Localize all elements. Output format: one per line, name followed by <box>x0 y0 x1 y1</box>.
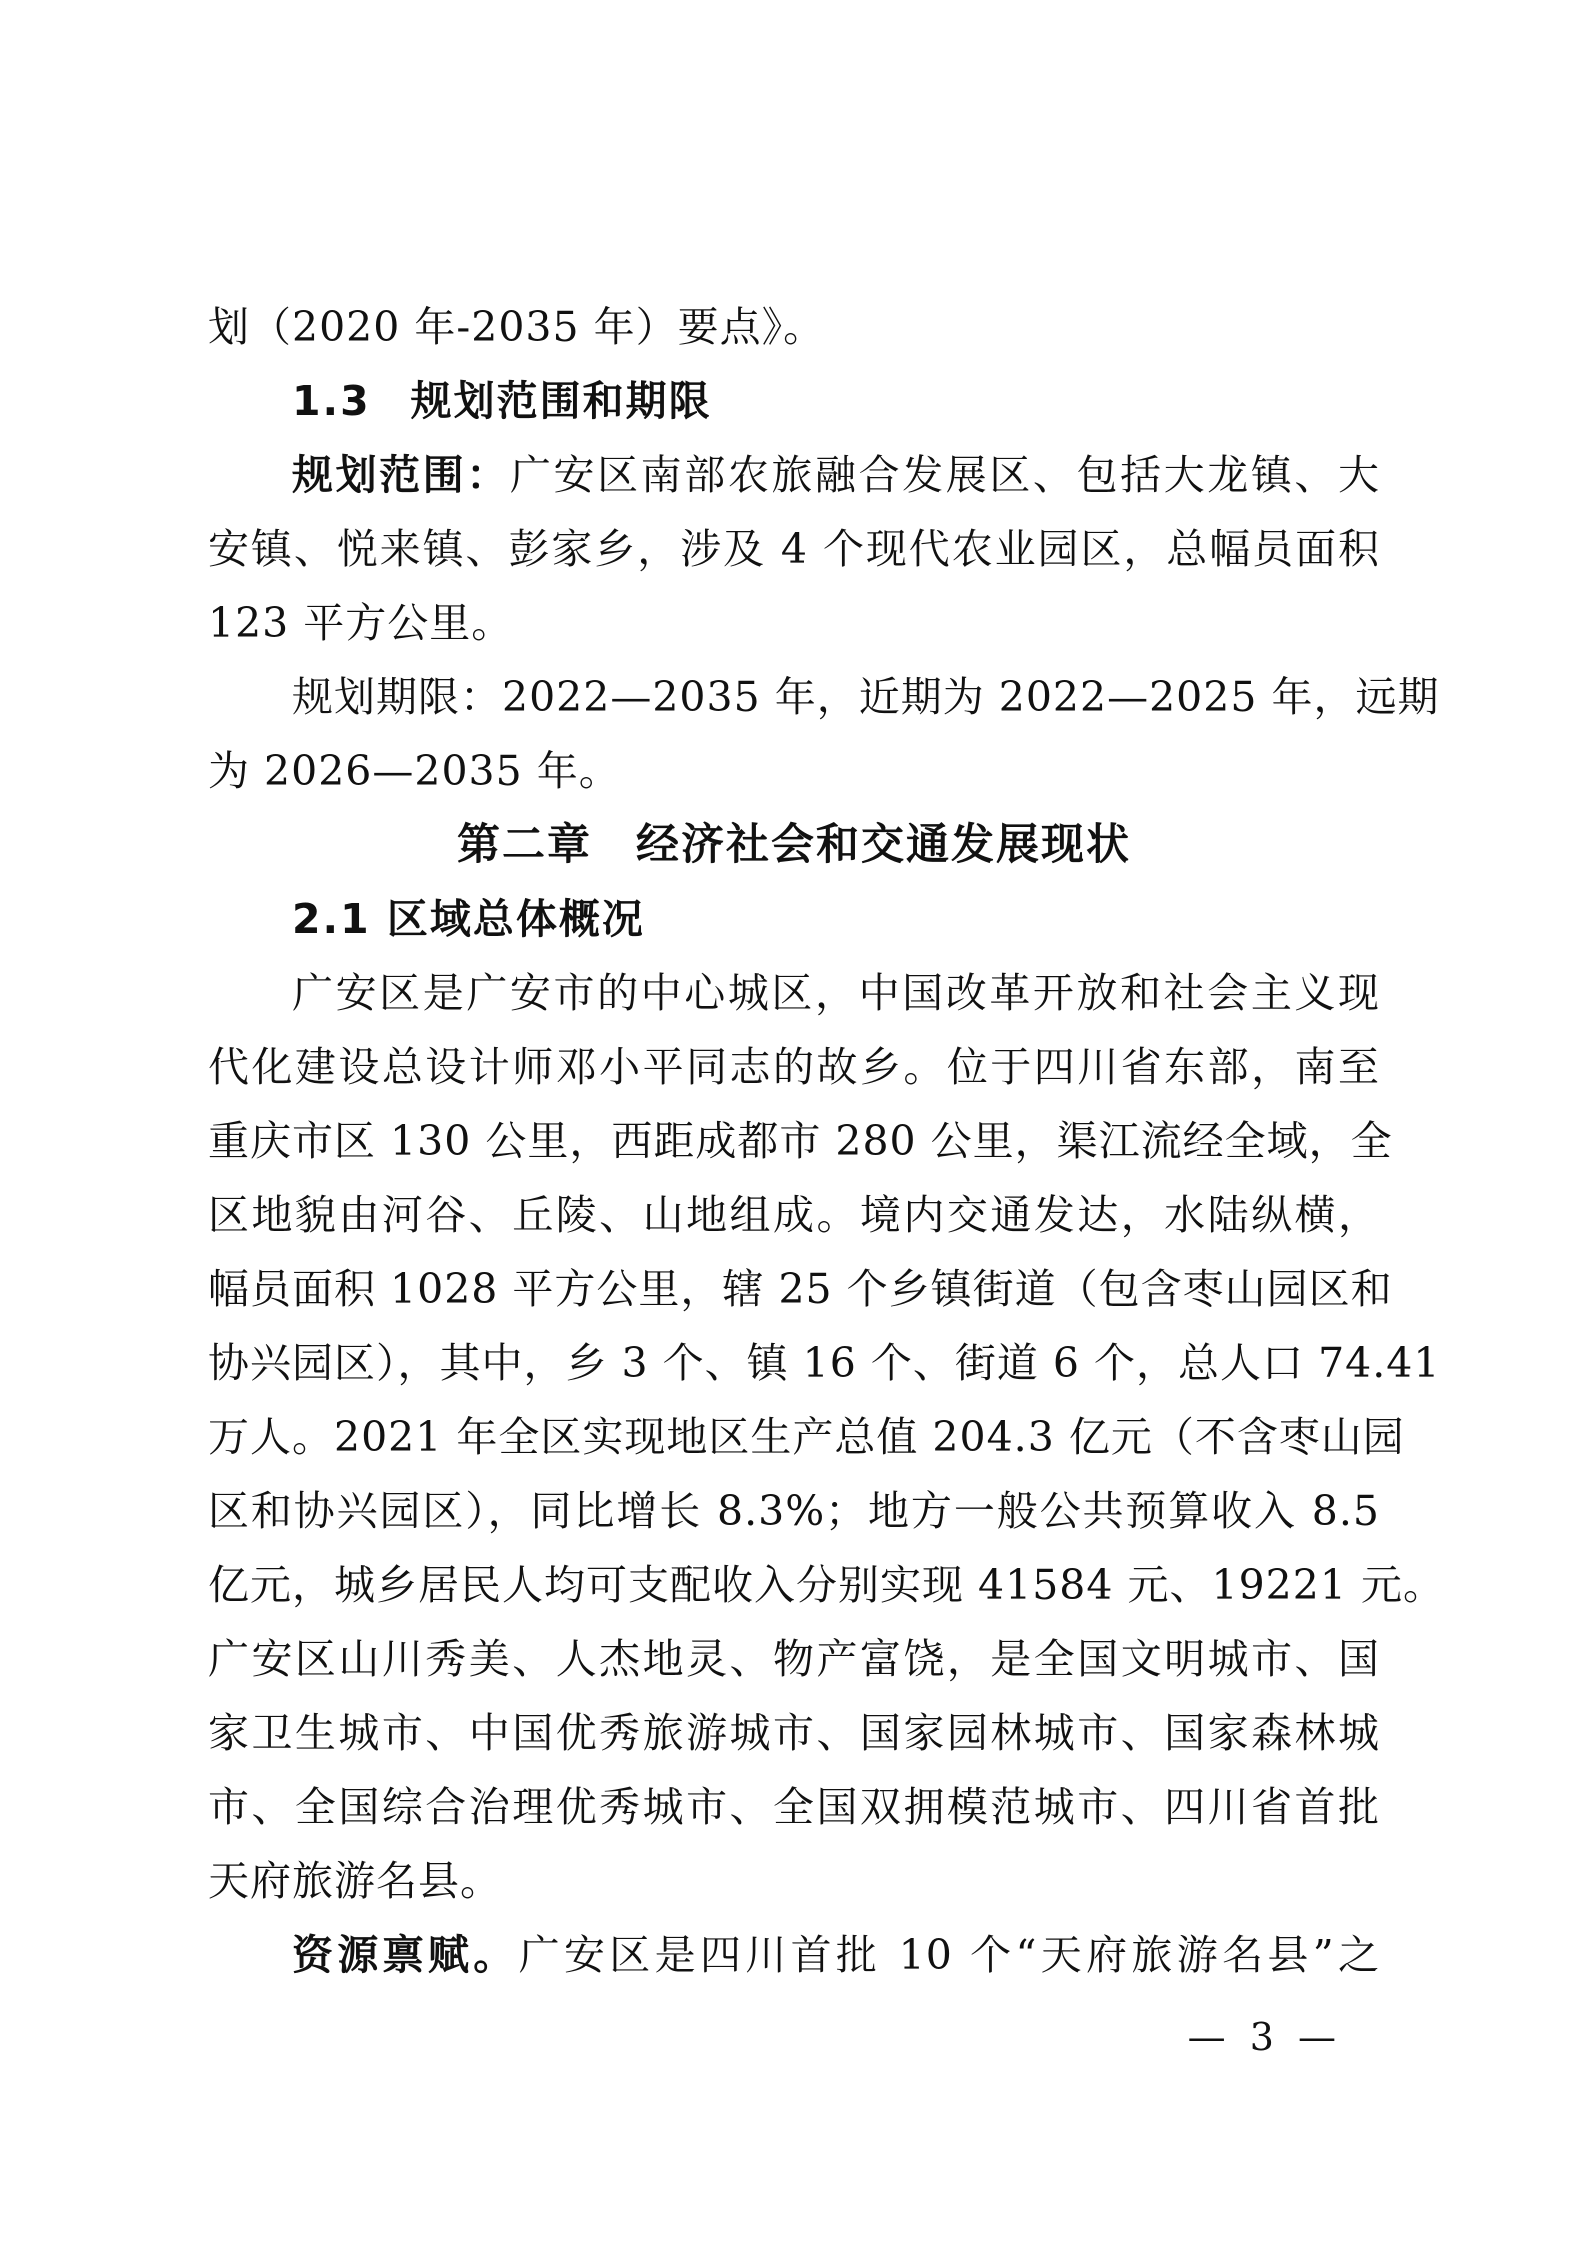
document-page <box>208 290 1445 1992</box>
text-line: 重庆市区 130 公里，西距成都市 280 公里，渠江流经全域，全 <box>208 1117 1393 1165</box>
text-line: 天府旅游名县。 <box>208 1857 502 1905</box>
text-line: 市、全国综合治理优秀城市、全国双拥模范城市、四川省首批 <box>208 1783 1380 1831</box>
text-line: 区地貌由河谷、丘陵、山地组成。境内交通发达，水陆纵横， <box>208 1191 1380 1239</box>
section-number: 1.3 <box>292 377 371 425</box>
text-line: 为 2026—2035 年。 <box>208 747 621 795</box>
page-number: — 3 — <box>1187 2015 1342 2059</box>
text-line: 万人。2021 年全区实现地区生产总值 204.3 亿元（不含枣山园 <box>208 1413 1405 1461</box>
chapter-title: 经济社会和交通发展现状 <box>636 820 1131 870</box>
text-line: 广安区是广安市的中心城区，中国改革开放和社会主义现 <box>292 969 1380 1017</box>
text-line: 幅员面积 1028 平方公里，辖 25 个乡镇街道（包含枣山园区和 <box>208 1265 1393 1313</box>
text-line: 家卫生城市、中国优秀旅游城市、国家园林城市、国家森林城 <box>208 1709 1380 1757</box>
resource-text: 广安区是四川首批 10 个“天府旅游名县”之 <box>518 1931 1381 1979</box>
chapter-number: 第二章 <box>457 820 592 870</box>
text-line <box>208 438 1380 512</box>
text-line: 亿元，城乡居民人均可支配收入分别实现 41584 元、19221 元。 <box>208 1561 1445 1609</box>
section-heading-1-3 <box>208 364 1380 438</box>
section-heading-2-1: 2.1 区域总体概况 <box>292 895 645 943</box>
section-title: 规划范围和期限 <box>410 377 712 425</box>
text-line: 划（2020 年-2035 年）要点》。 <box>208 303 826 351</box>
text-line: 代化建设总设计师邓小平同志的故乡。位于四川省东部，南至 <box>208 1043 1380 1091</box>
scope-label: 规划范围： <box>292 451 510 499</box>
scope-text: 广安区南部农旅融合发展区、包括大龙镇、大 <box>509 451 1381 499</box>
resource-label: 资源禀赋。 <box>292 1931 519 1979</box>
chapter-heading <box>208 808 1380 882</box>
text-line: 规划期限：2022—2035 年，近期为 2022—2025 年，远期 <box>292 673 1440 721</box>
text-line <box>208 1918 1380 1992</box>
text-line: 安镇、悦来镇、彭家乡，涉及 4 个现代农业园区，总幅员面积 <box>208 525 1380 573</box>
text-line: 广安区山川秀美、人杰地灵、物产富饶，是全国文明城市、国 <box>208 1635 1380 1683</box>
text-line: 区和协兴园区），同比增长 8.3%；地方一般公共预算收入 8.5 <box>208 1487 1380 1535</box>
text-line: 协兴园区），其中，乡 3 个、镇 16 个、街道 6 个，总人口 74.41 <box>208 1339 1441 1387</box>
text-line: 123 平方公里。 <box>208 599 514 647</box>
